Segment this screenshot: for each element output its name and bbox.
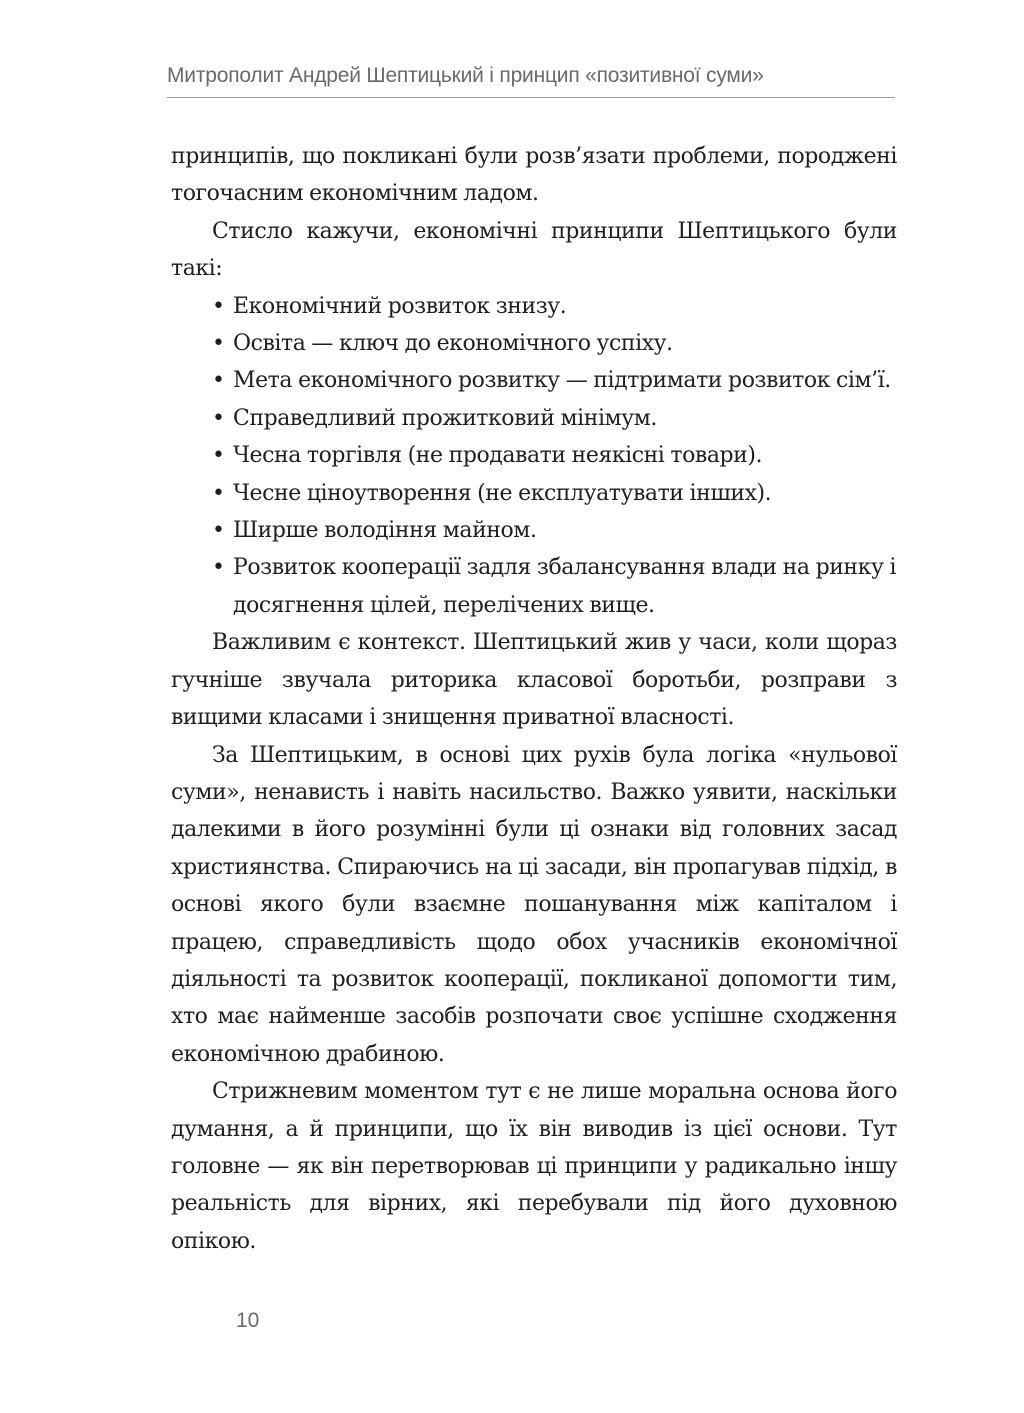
list-item	[212, 549, 897, 624]
list-item-text: Справедливий прожитковий мінімум.	[233, 405, 657, 431]
paragraph-key-moment: Стрижневим моментом тут є не лише моральна основа його думання, а й принципи, що їх він виводив із цієї основи. Тут головне — як він перетворював ці принципи у радикально іншу реальність для вірних, які перебували під його духовною опікою.	[171, 1079, 897, 1254]
list-item-text: Чесна торгівля (не продавати неякісні товари).	[233, 443, 763, 469]
paragraph-context: Важливим є контекст. Шептицький жив у часи, коли щораз гучніше звучала риторика класової боротьби, розправи з вищими класами і знищення приватної власності.	[171, 630, 897, 731]
page-number: 10	[236, 1309, 260, 1332]
list-item	[212, 362, 897, 399]
paragraph-continuation: принципів, що покликані були розв’язати проблеми, породжені тогочасним економічним ладом.	[171, 144, 897, 207]
list-item	[212, 475, 897, 512]
running-head-title: Митрополит Андрей Шептицький і принцип «позитивної суми»	[167, 64, 764, 87]
list-item	[212, 325, 897, 362]
list-item	[212, 400, 897, 437]
bullet-icon: •	[212, 331, 225, 357]
bullet-icon: •	[212, 480, 225, 506]
list-item-text: Освіта — ключ до економічного успіху.	[233, 331, 673, 357]
bullet-icon: •	[212, 368, 225, 394]
list-item-text: Чесне ціноутворення (не експлуатувати інших).	[233, 480, 772, 506]
list-item	[212, 288, 897, 325]
bullet-icon: •	[212, 555, 225, 581]
list-item-text: Розвиток кооперації задля збалансування влади на ринку і досягнення цілей, перелічених вище.	[233, 555, 897, 618]
principles-list	[171, 288, 897, 625]
bullet-icon: •	[212, 443, 225, 469]
page-body	[171, 138, 897, 1260]
paragraph-principles-intro: Стисло кажучи, економічні принципи Шептицького були такі:	[171, 218, 897, 282]
bullet-icon: •	[212, 405, 225, 431]
list-item-text: Мета економічного розвитку — підтримати розвиток сім’ї.	[233, 368, 891, 394]
list-item	[212, 512, 897, 549]
header-divider	[167, 97, 895, 98]
paragraph-zero-sum: За Шептицьким, в основі цих рухів була логіка «нульової суми», ненависть і навіть насильство. Важко уявити, наскільки далекими в його розумінні були ці ознаки від головних засад християнства. Спираючись на ці засади, він пропагував підхід, в основі якого були взаємне пошанування між капіталом і працею, справедливість щодо обох учасників економічної діяльності та розвиток кооперації, покликаної допомогти тим, хто має найменше засобів розпочати своє успішне сходження економічною драбиною.	[171, 742, 897, 1067]
bullet-icon: •	[212, 293, 225, 319]
list-item	[212, 437, 897, 474]
bullet-icon: •	[212, 518, 225, 544]
list-item-text: Ширше володіння майном.	[233, 518, 537, 544]
list-item-text: Економічний розвиток знизу.	[233, 293, 567, 319]
